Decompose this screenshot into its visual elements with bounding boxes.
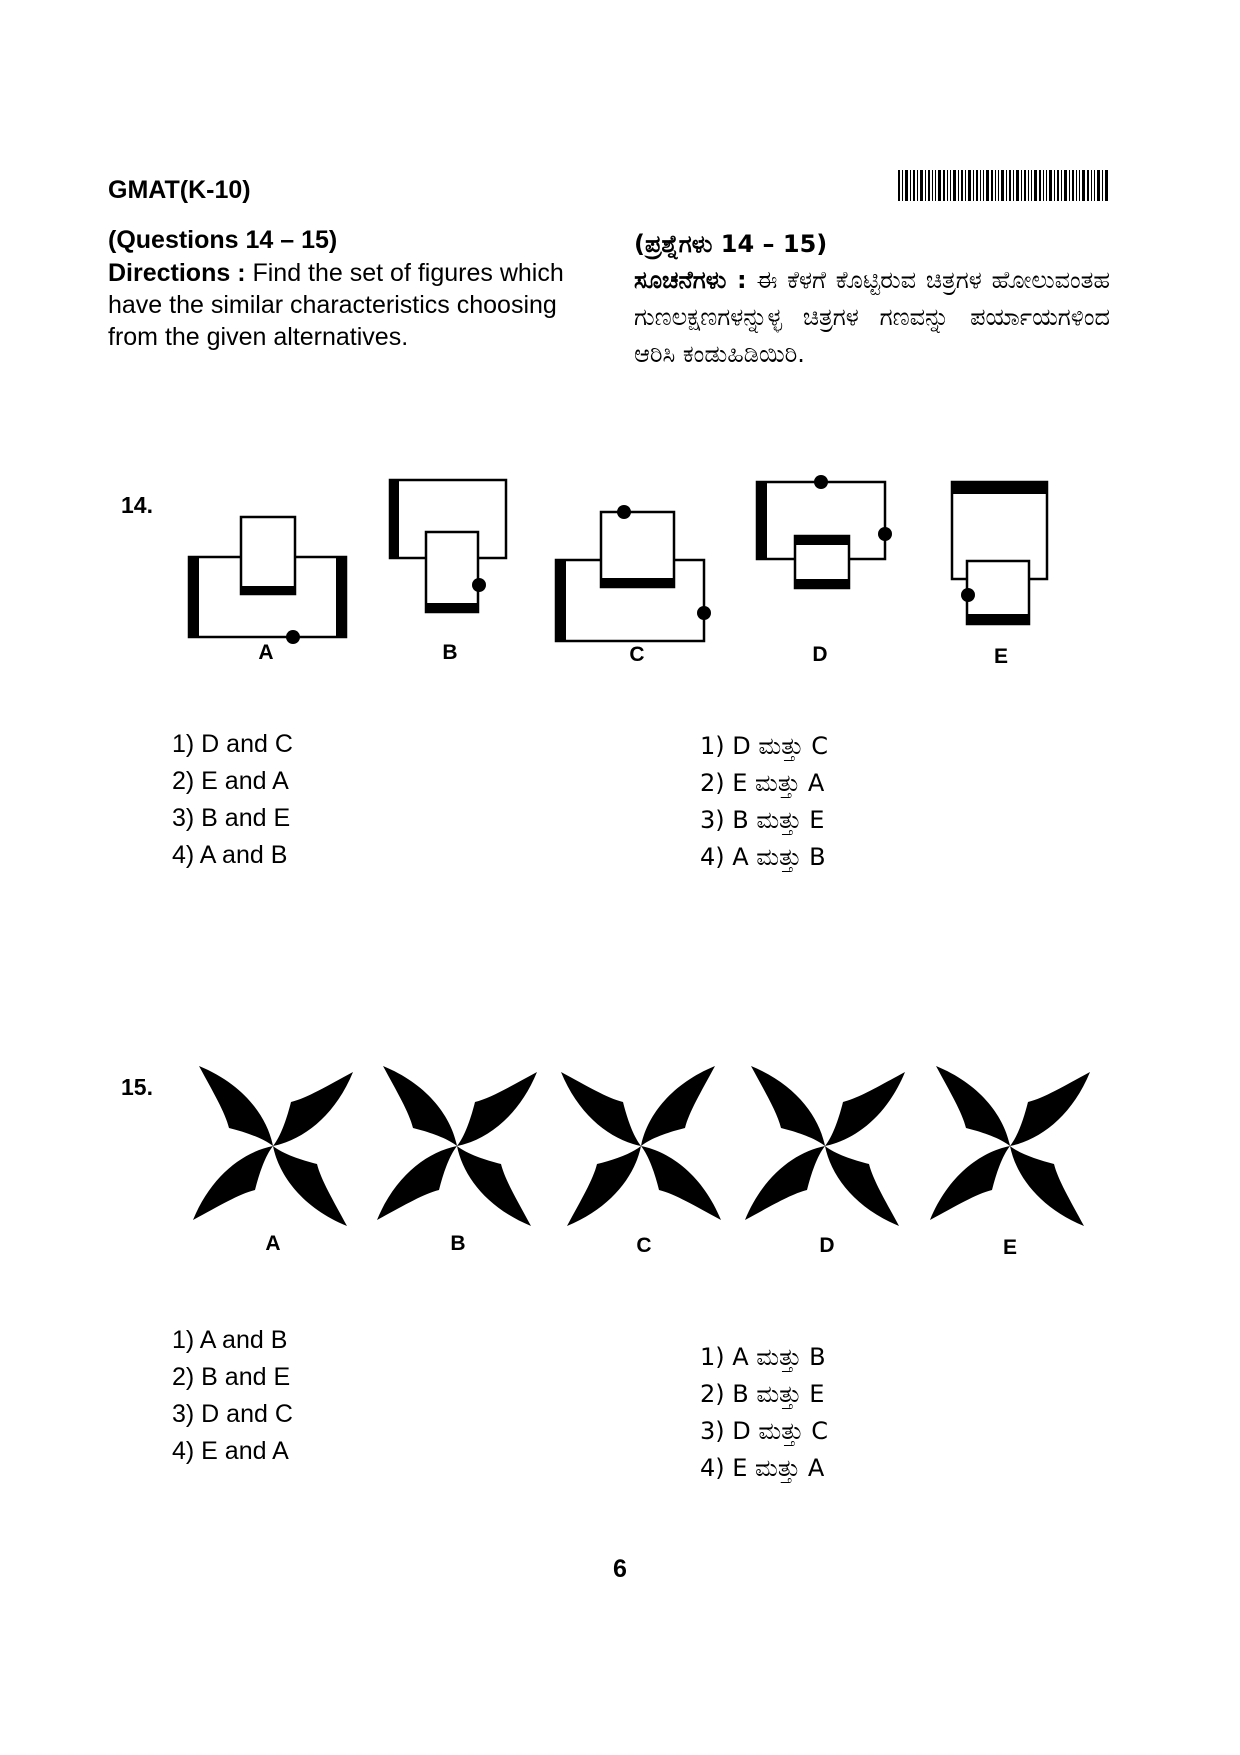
q15-options-kn (700, 1339, 828, 1487)
q15-label-b: B (450, 1232, 466, 1255)
q14-option-1-en[interactable]: 1) D and C (172, 730, 293, 758)
q15-option-2-en[interactable]: 2) B and E (172, 1363, 291, 1391)
q15-option-1-en[interactable]: 1) A and B (172, 1326, 288, 1354)
q15-label-e: E (1002, 1236, 1018, 1259)
q14-option-4-en[interactable]: 4) A and B (172, 841, 288, 869)
q15-option-1-kn[interactable]: 1) A ಮತ್ತು B (700, 1343, 826, 1371)
directions-text-en: Find the set of figures which have the similar characteristics choosing from the given alternatives. (108, 259, 564, 351)
q14-option-1-kn[interactable]: 1) D ಮತ್ತು C (700, 732, 828, 760)
questions-heading-en: (Questions 14 – 15) (108, 226, 338, 254)
q14-option-3-en[interactable]: 3) B and E (172, 804, 291, 832)
exam-code: GMAT(K-10) (108, 176, 251, 204)
q14-option-3-kn[interactable]: 3) B ಮತ್ತು E (700, 806, 825, 834)
q15-option-4-kn[interactable]: 4) E ಮತ್ತು A (700, 1454, 825, 1482)
question-15-number: 15. (121, 1074, 153, 1100)
q14-label-a: A (258, 641, 274, 664)
q15-label-c: C (636, 1234, 652, 1257)
q14-label-e: E (993, 645, 1009, 668)
q15-figure-d (745, 1066, 905, 1226)
q15-options-en (172, 1322, 293, 1470)
q15-option-3-kn[interactable]: 3) D ಮತ್ತು C (700, 1417, 828, 1445)
q14-option-4-kn[interactable]: 4) A ಮತ್ತು B (700, 843, 826, 871)
q14-label-c: C (629, 643, 645, 666)
q14-label-d: D (812, 643, 828, 666)
page-number: 6 (613, 1555, 627, 1583)
q15-option-4-en[interactable]: 4) E and A (172, 1437, 289, 1465)
q14-label-b: B (442, 641, 458, 664)
q15-figure-c (561, 1066, 721, 1226)
q15-label-a: A (265, 1232, 281, 1255)
q15-figure-e (930, 1066, 1090, 1226)
directions-text-kn: ಈ ಕೆಳಗೆ ಕೊಟ್ಟಿರುವ ಚಿತ್ರಗಳ ಹೋಲುವಂತಹ ಗುಣಲಕ್ಷಣಗಳನ್ನುಳ್ಳ ಚಿತ್ರಗಳ ಗಣವನ್ನು ಪರ್ಯಾಯಗಳಿಂದ ಆರಿಸಿ ಕಂಡುಹಿಡಿಯಿರಿ. (634, 266, 1111, 368)
question-14-number: 14. (121, 492, 153, 518)
q15-option-2-kn[interactable]: 2) B ಮತ್ತು E (700, 1380, 825, 1408)
q15-option-3-en[interactable]: 3) D and C (172, 1400, 293, 1428)
q15-label-d: D (819, 1234, 835, 1257)
q14-option-2-kn[interactable]: 2) E ಮತ್ತು A (700, 769, 825, 797)
directions-label-en: Directions : (108, 259, 246, 287)
questions-heading-kn: (ಪ್ರಶ್ನೆಗಳು 14 – 15) (634, 230, 828, 258)
q15-figure-a (193, 1066, 353, 1226)
q15-figure-b (377, 1066, 537, 1226)
q14-option-2-en[interactable]: 2) E and A (172, 767, 289, 795)
directions-label-kn: ಸೂಚನೆಗಳು : (634, 266, 747, 294)
